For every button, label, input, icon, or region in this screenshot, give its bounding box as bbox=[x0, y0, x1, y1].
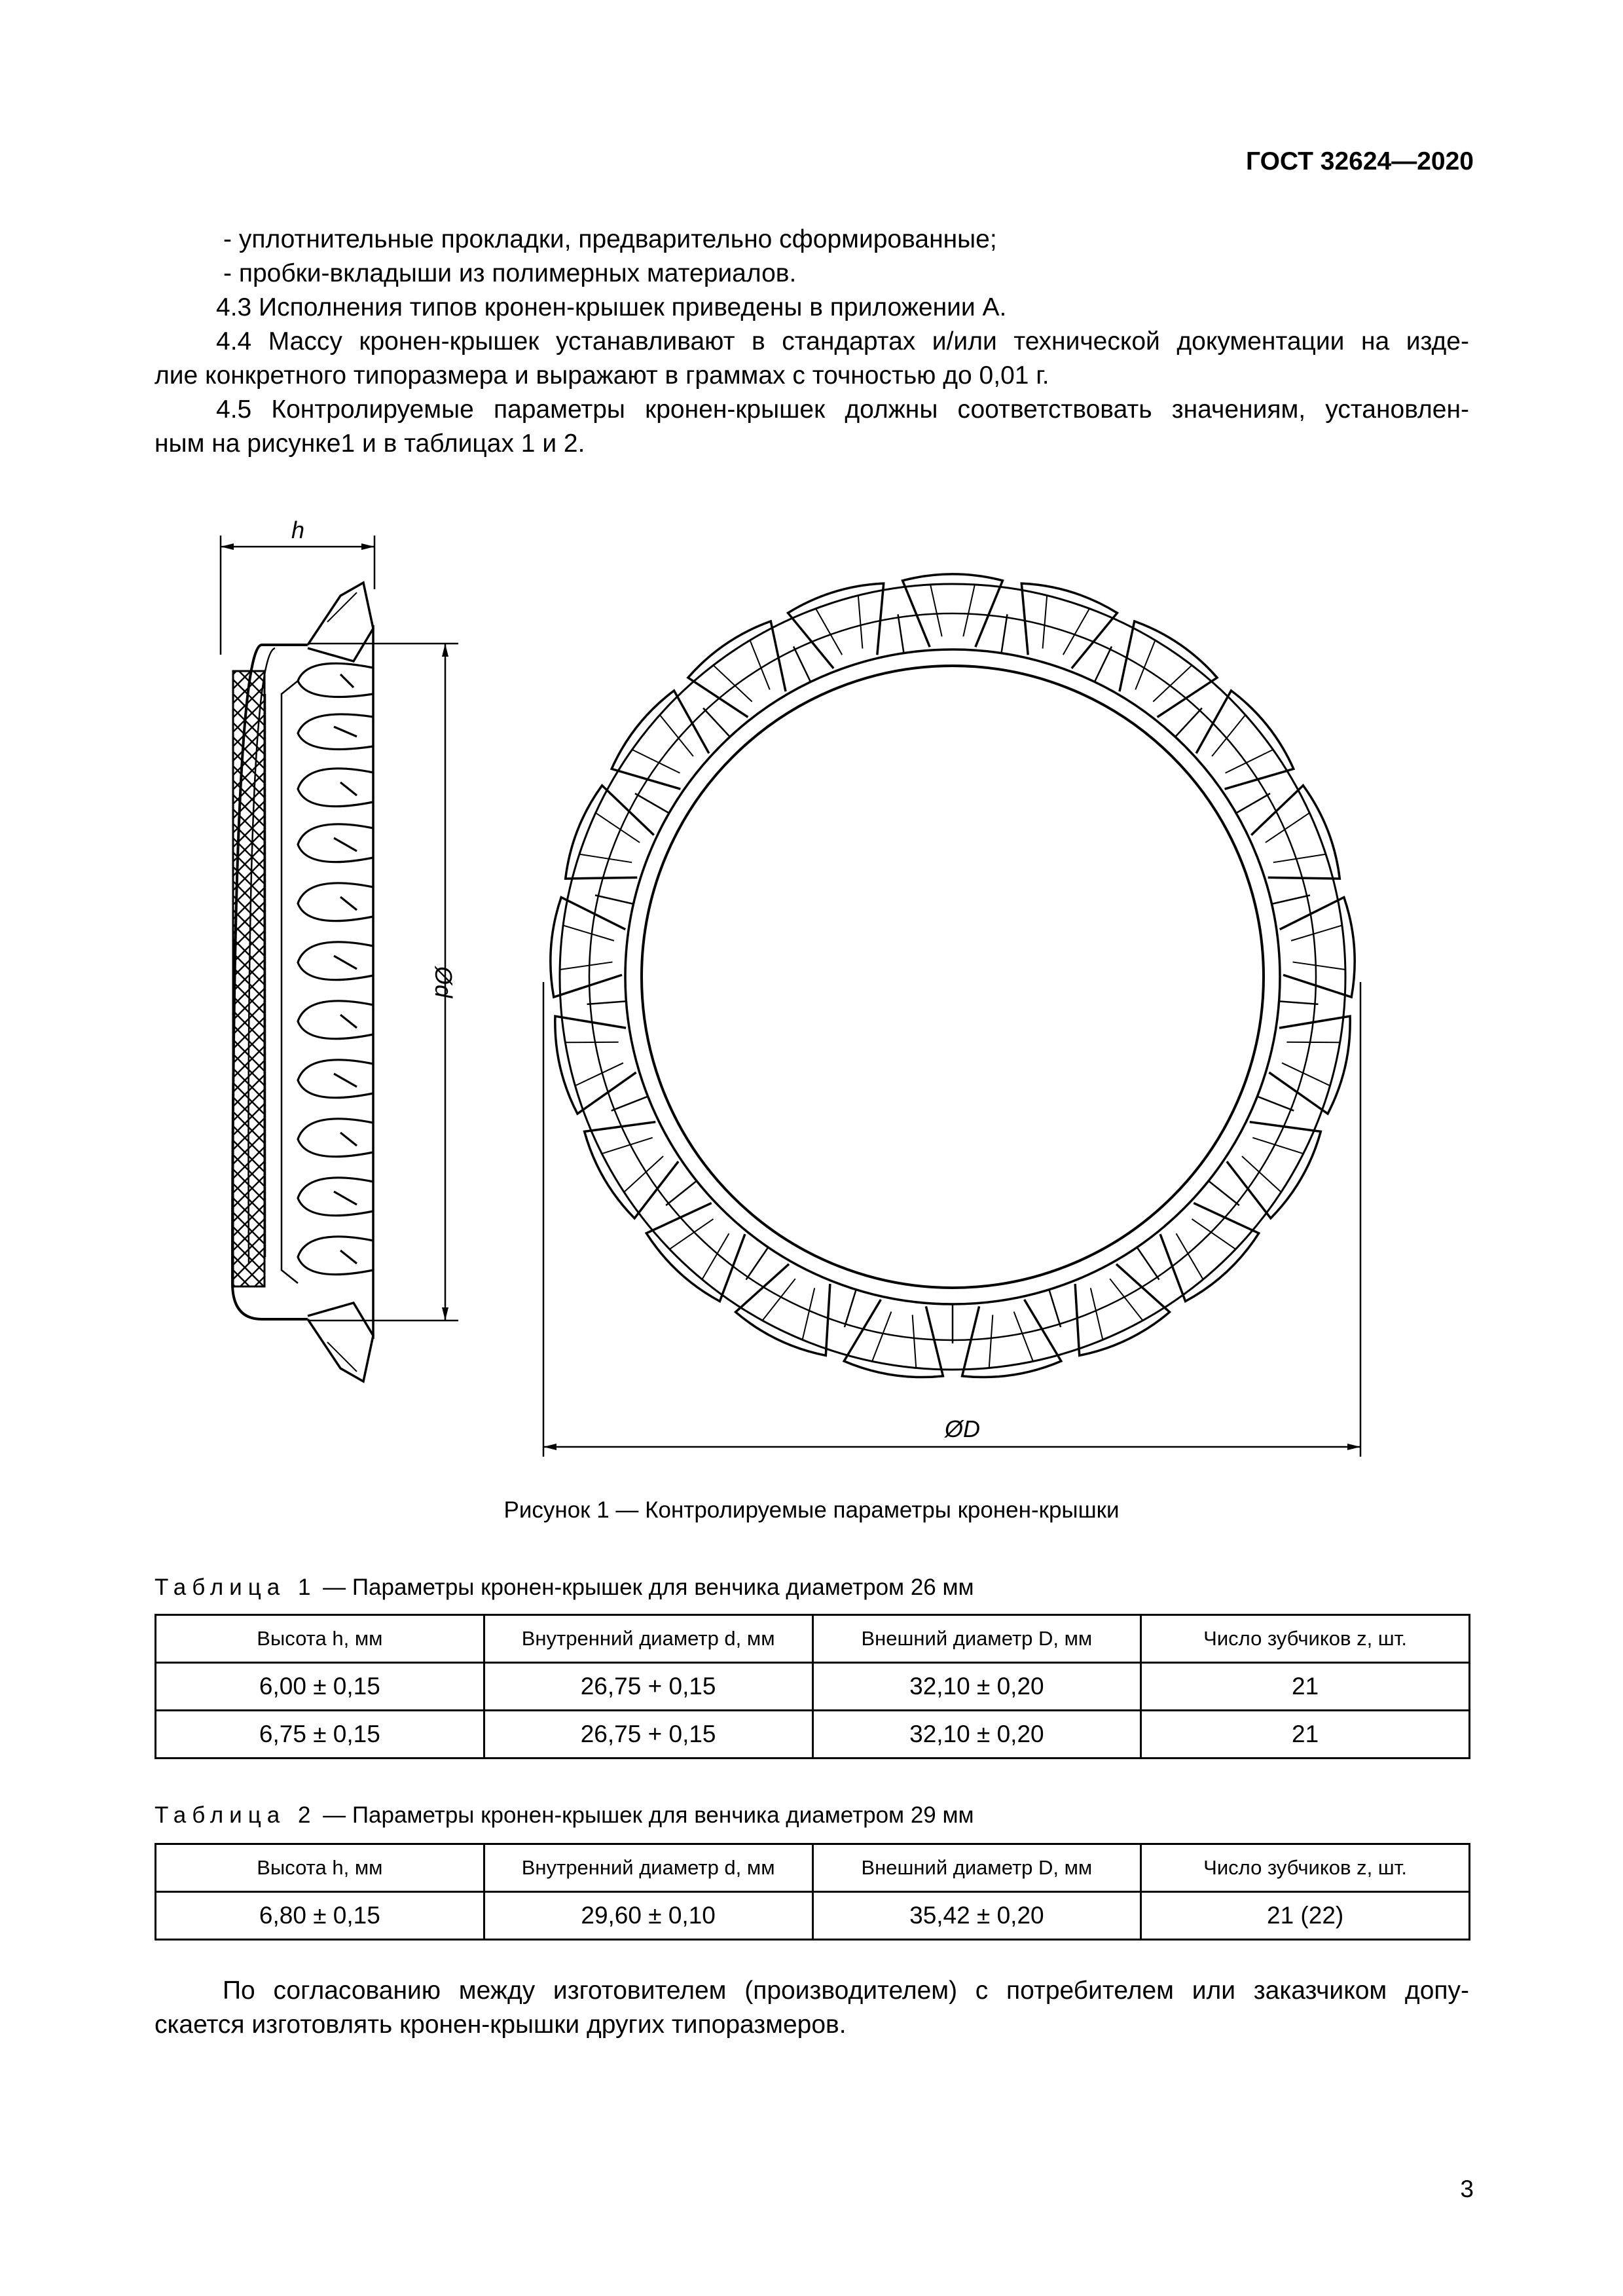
closing-line-2: скается изготовлять кронен-крышки других типоразмеров. bbox=[155, 2011, 847, 2039]
table2-header-D: Внешний диаметр D, мм bbox=[812, 1844, 1141, 1892]
figure-caption: Рисунок 1 — Контролируемые параметры кронен-крышки bbox=[503, 1497, 1120, 1523]
crown-valley bbox=[666, 1181, 697, 1205]
table1-header-D: Внешний диаметр D, мм bbox=[812, 1615, 1141, 1663]
table2-header-z: Число зубчиков z, шт. bbox=[1141, 1844, 1470, 1892]
label-h: h bbox=[291, 517, 305, 543]
table2-header-row bbox=[156, 1844, 1470, 1892]
table1-caption-rest: — Параметры кронен-крышек для венчика диаметром 26 мм bbox=[316, 1575, 974, 1600]
table1-caption-prefix: Таблица 1 bbox=[155, 1575, 317, 1600]
clause-4-5-line1: 4.5 Контролируемые параметры кронен-крышек должны соответствовать значениям, установлен- bbox=[216, 395, 1469, 424]
crown-valley bbox=[845, 1290, 856, 1327]
table-cell: 6,75 ± 0,15 bbox=[156, 1711, 484, 1758]
list-item-2: - пробки-вкладыши из полимерных материалов. bbox=[223, 259, 797, 287]
table2-header-h: Высота h, мм bbox=[156, 1844, 484, 1892]
table-cell: 21 bbox=[1141, 1663, 1470, 1711]
dimension-h bbox=[221, 536, 374, 655]
table2-caption bbox=[155, 1802, 974, 1829]
cap-top-view bbox=[551, 574, 1355, 1377]
crown-valley bbox=[611, 1097, 648, 1111]
crown-tooth-fold bbox=[1291, 925, 1345, 970]
table1-header-h: Высота h, мм bbox=[156, 1615, 484, 1663]
table-cell: 35,42 ± 0,20 bbox=[812, 1892, 1141, 1940]
table-row bbox=[156, 1892, 1470, 1940]
list-item-1: - уплотнительные прокладки, предварительно сформированные; bbox=[223, 225, 997, 253]
crown-valley bbox=[1257, 1097, 1294, 1111]
crown-valley bbox=[1209, 1181, 1239, 1205]
crown-valley bbox=[1175, 708, 1202, 737]
table-cell: 32,10 ± 0,20 bbox=[812, 1663, 1141, 1711]
table2-header-d: Внутренний диаметр d, мм bbox=[484, 1844, 812, 1892]
crown-valley bbox=[1095, 646, 1112, 682]
crown-valley bbox=[595, 895, 633, 903]
crown-tooth bbox=[1251, 786, 1340, 879]
table-cell: 6,80 ± 0,15 bbox=[156, 1892, 484, 1940]
clause-4-3: 4.3 Исполнения типов кронен-крышек приведены в приложении А. bbox=[216, 293, 1007, 321]
table1-header-row bbox=[156, 1615, 1470, 1663]
table-cell: 26,75 + 0,15 bbox=[484, 1663, 812, 1711]
table-cell: 21 bbox=[1141, 1711, 1470, 1758]
label-d: Ød bbox=[430, 966, 457, 998]
table-row bbox=[156, 1663, 1470, 1711]
crown-valley bbox=[703, 708, 730, 737]
crown-valley bbox=[635, 793, 669, 813]
crown-tooth bbox=[688, 621, 786, 717]
crown-valley bbox=[587, 1001, 627, 1004]
clause-4-4-line2: лие конкретного типоразмера и выражают в граммах с точностью до 0,01 г. bbox=[155, 361, 1049, 390]
standard-header: ГОСТ 32624—2020 bbox=[1246, 147, 1474, 175]
clause-4-5-line2: ным на рисунке1 и в таблицах 1 и 2. bbox=[155, 429, 585, 458]
closing-line-1: По согласованию между изготовителем (производителем) с потребителем или заказчиком допу- bbox=[223, 1977, 1469, 2005]
dimension-D bbox=[543, 982, 1360, 1457]
label-D: ØD bbox=[945, 1415, 980, 1442]
crown-valley bbox=[1271, 895, 1309, 903]
table2-caption-rest: — Параметры кронен-крышек для венчика диаметром 29 мм bbox=[316, 1802, 974, 1828]
crown-tooth bbox=[1269, 1016, 1350, 1114]
crown-valley bbox=[746, 1247, 769, 1280]
table1-header-z: Число зубчиков z, шт. bbox=[1141, 1615, 1470, 1663]
crown-tooth-fold bbox=[816, 596, 862, 655]
table1-caption bbox=[155, 1575, 974, 1601]
crown-tooth bbox=[1021, 583, 1117, 668]
crown-valley bbox=[793, 646, 811, 682]
crown-tooth-fold bbox=[1135, 640, 1192, 702]
crown-valley bbox=[898, 614, 904, 653]
crown-tooth-fold bbox=[930, 585, 975, 636]
crown-tooth-fold bbox=[560, 925, 614, 970]
table2 bbox=[155, 1843, 1470, 1941]
page-number: 3 bbox=[1460, 2176, 1474, 2202]
crown-tooth bbox=[788, 583, 884, 668]
crown-tooth-fold bbox=[989, 1312, 1033, 1368]
crown-valley bbox=[1049, 1290, 1061, 1327]
crown-tooth-fold bbox=[1212, 715, 1273, 773]
table2-caption-prefix: Таблица 2 bbox=[155, 1802, 317, 1828]
crown-tooth-fold bbox=[714, 640, 770, 702]
table-cell: 6,00 ± 0,15 bbox=[156, 1663, 484, 1711]
crown-valley bbox=[1137, 1247, 1159, 1280]
crown-tooth bbox=[1120, 621, 1217, 717]
cap-side-view bbox=[232, 583, 373, 1381]
table1-header-d: Внутренний диаметр d, мм bbox=[484, 1615, 812, 1663]
crown-valley bbox=[1236, 793, 1270, 813]
table-row bbox=[156, 1711, 1470, 1758]
clause-4-4-line1: 4.4 Массу кронен-крышек устанавливают в стандартах и/или технической документации на изде- bbox=[216, 327, 1469, 355]
crown-tooth bbox=[566, 786, 654, 879]
crown-tooth-fold bbox=[872, 1312, 916, 1368]
table-cell: 29,60 ± 0,10 bbox=[484, 1892, 812, 1940]
crown-tooth bbox=[555, 1016, 636, 1114]
crown-valley bbox=[1002, 614, 1008, 653]
crown-tooth-fold bbox=[1043, 596, 1089, 655]
crown-valley bbox=[1279, 1001, 1319, 1004]
crown-tooth-fold bbox=[632, 715, 693, 773]
table-cell: 21 (22) bbox=[1141, 1892, 1470, 1940]
table1 bbox=[155, 1614, 1470, 1759]
table-cell: 26,75 + 0,15 bbox=[484, 1711, 812, 1758]
table-cell: 32,10 ± 0,20 bbox=[812, 1711, 1141, 1758]
